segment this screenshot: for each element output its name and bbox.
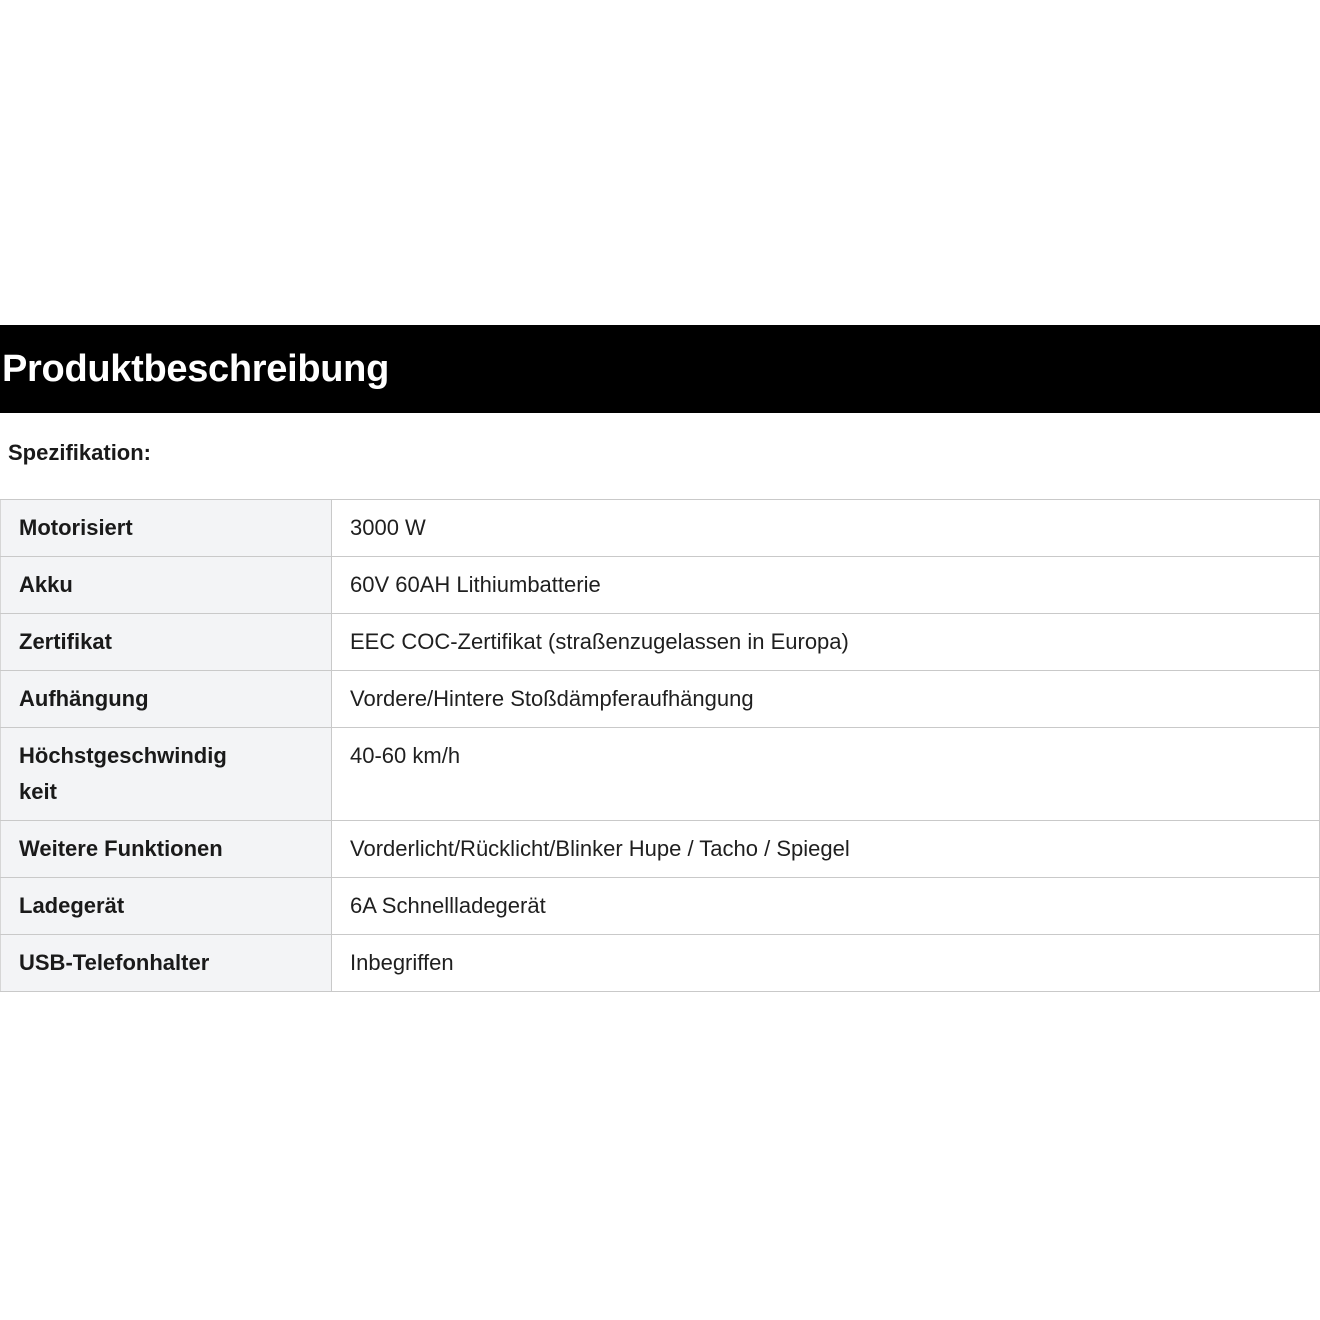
table-row — [1, 614, 1320, 671]
spec-value: Vorderlicht/Rücklicht/Blinker Hupe / Tacho / Spiegel — [332, 821, 1320, 878]
page-title: Produktbeschreibung — [2, 347, 390, 390]
header-bar — [0, 325, 1320, 413]
spec-key-line: keit — [19, 779, 57, 804]
spec-value: 6A Schnellladegerät — [332, 878, 1320, 935]
table-row — [1, 500, 1320, 557]
spec-value: 40-60 km/h — [332, 728, 1320, 821]
table-row — [1, 557, 1320, 614]
table-row — [1, 821, 1320, 878]
table-row — [1, 671, 1320, 728]
spec-key: Motorisiert — [1, 500, 332, 557]
spec-value: 3000 W — [332, 500, 1320, 557]
spec-key: Aufhängung — [1, 671, 332, 728]
spec-table — [0, 499, 1320, 992]
spec-key: Zertifikat — [1, 614, 332, 671]
table-row — [1, 935, 1320, 992]
spec-key — [1, 728, 332, 821]
table-row — [1, 728, 1320, 821]
spec-key-line: Höchstgeschwindig — [19, 743, 227, 768]
spec-value: 60V 60AH Lithiumbatterie — [332, 557, 1320, 614]
spec-key: USB-Telefonhalter — [1, 935, 332, 992]
spec-value: Inbegriffen — [332, 935, 1320, 992]
spec-value: Vordere/Hintere Stoßdämpferaufhängung — [332, 671, 1320, 728]
spec-value: EEC COC-Zertifikat (straßenzugelassen in Europa) — [332, 614, 1320, 671]
table-row — [1, 878, 1320, 935]
spec-key: Akku — [1, 557, 332, 614]
section-label: Spezifikation: — [8, 440, 152, 465]
spec-key: Weitere Funktionen — [1, 821, 332, 878]
spec-key: Ladegerät — [1, 878, 332, 935]
